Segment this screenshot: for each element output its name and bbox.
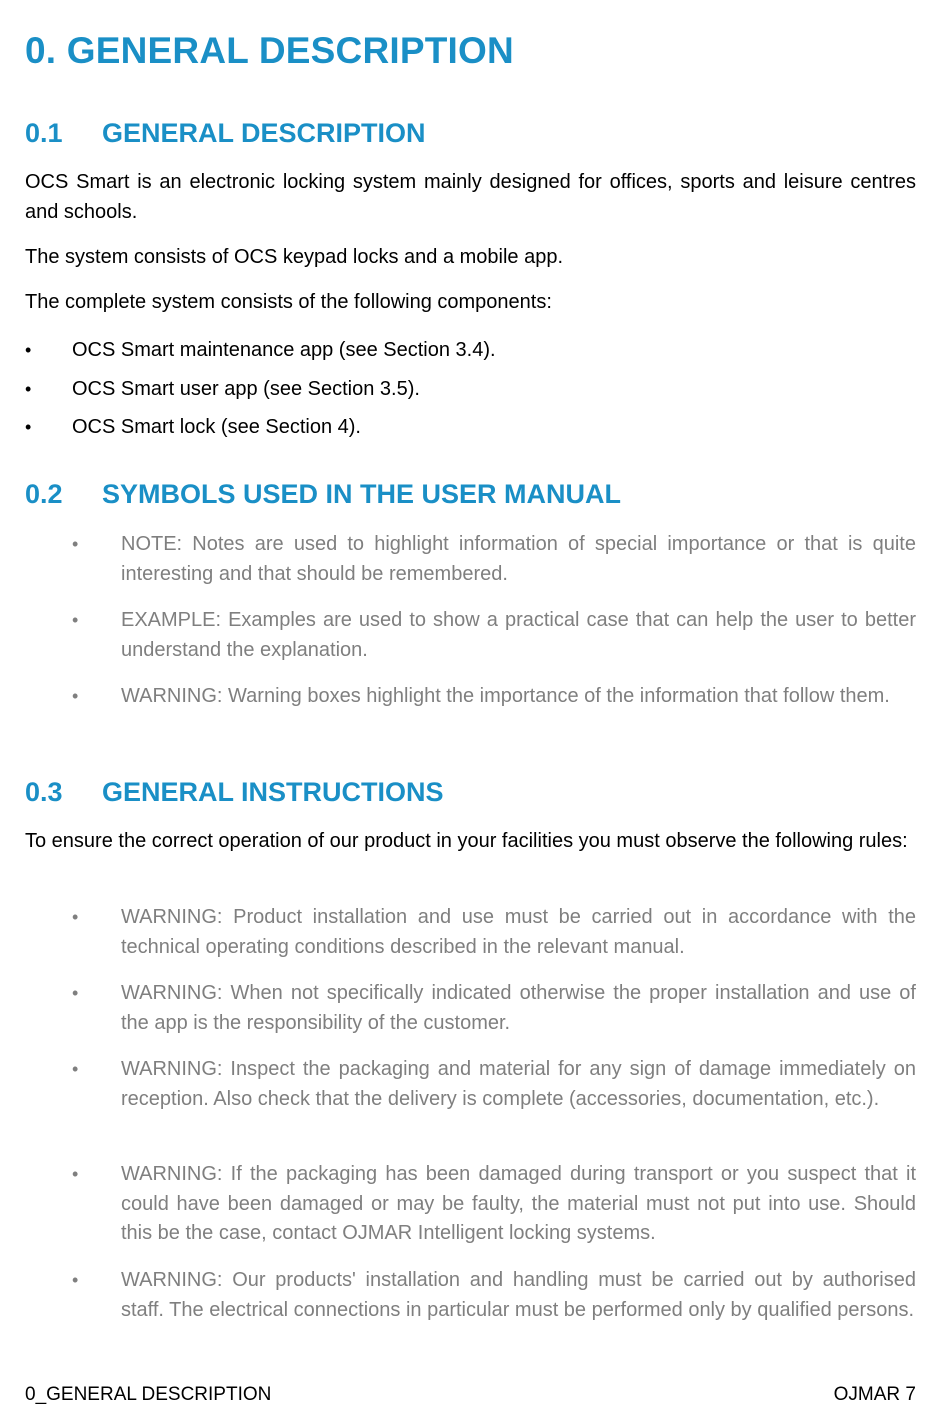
bullet-icon: • — [72, 686, 79, 706]
paragraph: To ensure the correct operation of our product in your facilities you must observe the following rules: — [25, 830, 908, 852]
section-number: 0.3 — [25, 777, 63, 807]
warning-item: WARNING: If the packaging has been damaged during transport or you suspect that it could have been damaged or may be faulty, the material must not put into use. Should this be the case, contact OJMAR Intelligent locking systems. — [121, 1163, 916, 1244]
bullet-icon: • — [72, 1270, 79, 1290]
list-item-text: OCS Smart user app (see Section 3.5). — [72, 378, 420, 400]
page-title: 0. GENERAL DESCRIPTION — [25, 30, 514, 71]
note-item: NOTE: Notes are used to highlight information of special importance or that is quite interesting and that should be remembered. — [121, 533, 916, 585]
list-item-text: OCS Smart lock (see Section 4). — [72, 416, 361, 438]
footer-page-number: OJMAR 7 — [833, 1384, 916, 1405]
bullet-icon: • — [72, 983, 79, 1003]
paragraph: The complete system consists of the following components: — [25, 291, 552, 313]
bullet-icon: • — [72, 1164, 79, 1184]
bullet-icon: • — [25, 340, 32, 360]
section-title: GENERAL INSTRUCTIONS — [102, 777, 444, 807]
warning-item: WARNING: Inspect the packaging and material for any sign of damage immediately on reception. Also check that the delivery is complete (accessories, documentation, etc.). — [121, 1058, 916, 1110]
section-heading-0-1 — [25, 117, 426, 149]
warning-item: WARNING: Warning boxes highlight the importance of the information that follow them. — [121, 685, 890, 707]
example-item: EXAMPLE: Examples are used to show a practical case that can help the user to better understand the explanation. — [121, 609, 916, 661]
section-heading-0-3 — [25, 776, 444, 808]
bullet-icon: • — [72, 907, 79, 927]
warning-item: WARNING: When not specifically indicated otherwise the proper installation and use of the app is the responsibility of the customer. — [121, 982, 916, 1034]
footer-section-label: 0_GENERAL DESCRIPTION — [25, 1384, 272, 1405]
paragraph: The system consists of OCS keypad locks and a mobile app. — [25, 246, 564, 268]
bullet-icon: • — [25, 379, 32, 399]
bullet-icon: • — [25, 417, 32, 437]
bullet-icon: • — [72, 1059, 79, 1079]
warning-item: WARNING: Our products' installation and handling must be carried out by authorised staff. The electrical connections in particular must be performed only by qualified persons. — [121, 1269, 916, 1321]
list-item-text: OCS Smart maintenance app (see Section 3.4). — [72, 339, 496, 361]
section-title: GENERAL DESCRIPTION — [102, 118, 426, 148]
bullet-icon: • — [72, 534, 79, 554]
paragraph: OCS Smart is an electronic locking system mainly designed for offices, sports and leisure centres and schools. — [25, 171, 916, 223]
warning-item: WARNING: Product installation and use must be carried out in accordance with the technical operating conditions described in the relevant manual. — [121, 906, 916, 958]
section-number: 0.1 — [25, 118, 63, 148]
section-number: 0.2 — [25, 479, 63, 509]
section-heading-0-2 — [25, 478, 621, 510]
bullet-icon: • — [72, 610, 79, 630]
section-title: SYMBOLS USED IN THE USER MANUAL — [102, 479, 622, 509]
